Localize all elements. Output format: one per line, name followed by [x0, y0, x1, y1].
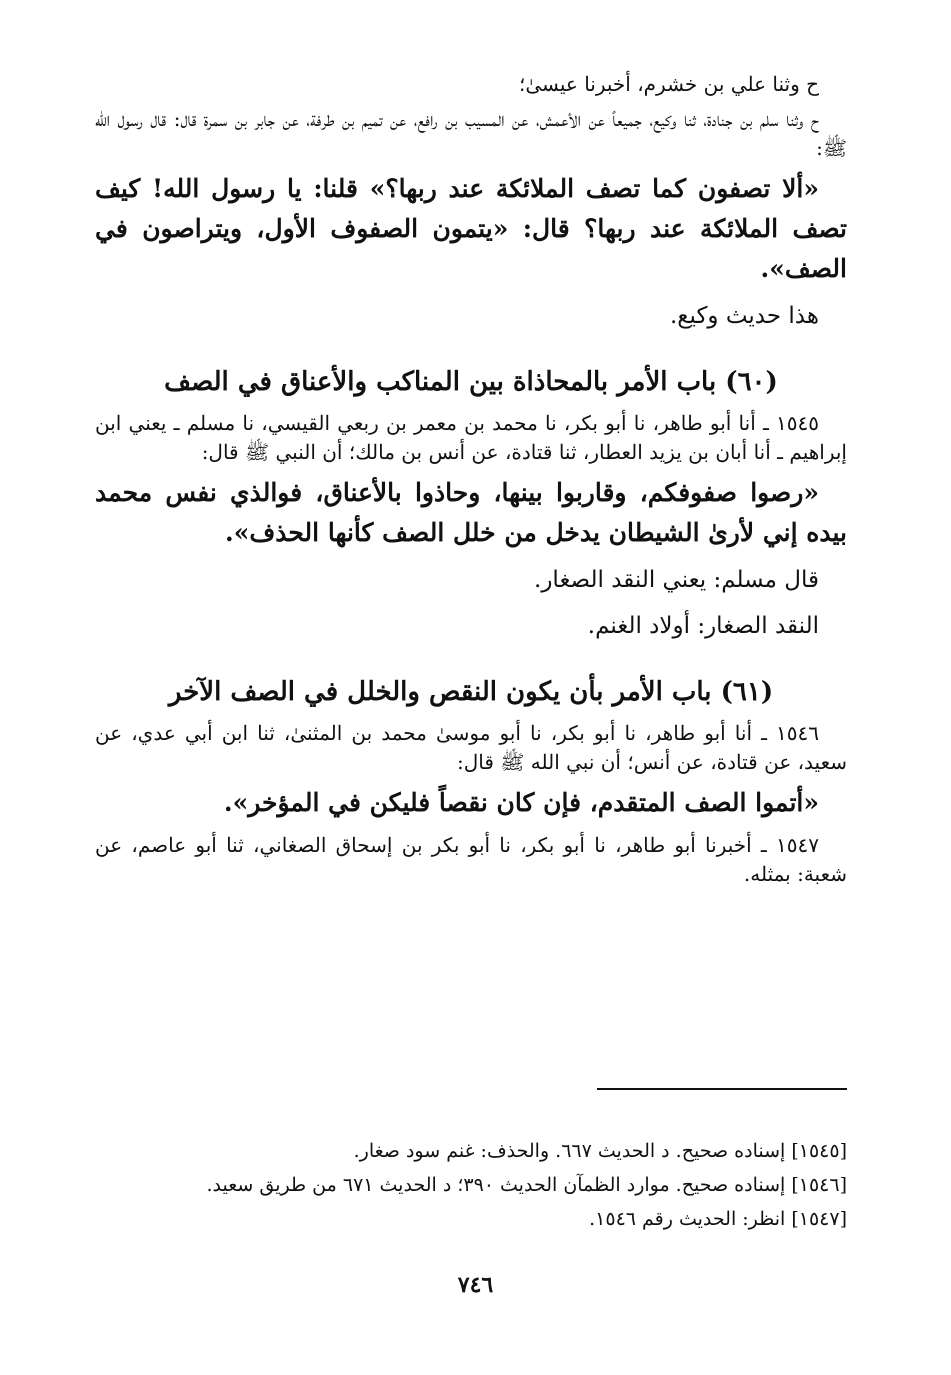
page-body: [95, 70, 847, 895]
footnote-divider: [597, 1088, 847, 1090]
chapter-heading-60: (٦٠) باب الأمر بالمحاذاة بين المناكب والأعناق في الصف: [164, 367, 778, 397]
isnad-line-2: ح وثنا سلم بن جنادة، ثنا وكيع، جميعاً عن الأعمش، عن المسيب بن رافع، عن تميم بن طرفة، عن جابر بن سمرة قال: قال رسول الله ﷺ:: [95, 107, 847, 160]
footnote-1546: [١٥٤٦] إسناده صحيح. موارد الظمآن الحديث ٣٩٠؛ د الحديث ٦٧١ من طريق سعيد.: [206, 1174, 847, 1196]
note-naqad: النقد الصغار: أولاد الغنم.: [587, 613, 819, 639]
isnad-line-1: ح وثنا علي بن خشرم، أخبرنا عيسىٰ؛: [519, 72, 819, 96]
hadith-text-1545: «رصوا صفوفكم، وقاربوا بينها، وحاذوا بالأعناق، فوالذي نفس محمد بيده إني لأرىٰ الشيطان يدخل من خلل الصف كأنها الحذف».: [95, 478, 847, 547]
footnote-1545: [١٥٤٥] إسناده صحيح. د الحديث ٦٦٧. والحذف: غنم سود صغار.: [353, 1140, 847, 1162]
note-muslim: قال مسلم: يعني النقد الصغار.: [534, 567, 819, 593]
hadith-text-1: «ألا تصفون كما تصف الملائكة عند ربها؟» قلنا: يا رسول الله! كيف تصف الملائكة عند ربها؟ قال: «يتمون الصفوف الأول، ويتراصون في الصف».: [95, 174, 847, 283]
footnote-1547: [١٥٤٧] انظر: الحديث رقم ١٥٤٦.: [589, 1208, 847, 1230]
page-number: ٧٤٦: [457, 1272, 494, 1298]
hadith-text-1546: «أتموا الصف المتقدم، فإن كان نقصاً فليكن في المؤخر».: [223, 788, 819, 817]
isnad-1547: ١٥٤٧ ـ أخبرنا أبو طاهر، نا أبو بكر، نا أبو بكر بن إسحاق الصغاني، ثنا أبو عاصم، عن شعبة: بمثله.: [95, 833, 847, 886]
footnotes: [95, 1134, 847, 1236]
isnad-1546: ١٥٤٦ ـ أنا أبو طاهر، نا أبو بكر، نا أبو موسىٰ محمد بن المثنىٰ، ثنا ابن أبي عدي، عن سعيد، عن قتادة، عن أنس؛ أن نبي الله ﷺ قال:: [95, 721, 847, 774]
note-wakee: هذا حديث وكيع.: [669, 303, 819, 329]
chapter-heading-61: (٦١) باب الأمر بأن يكون النقص والخلل في الصف الآخر: [168, 677, 774, 707]
isnad-1545: ١٥٤٥ ـ أنا أبو طاهر، نا أبو بكر، نا محمد بن معمر بن ربعي القيسي، نا مسلم ـ يعني ابن إبراهيم ـ أنا أبان بن يزيد العطار، ثنا قتادة، عن أنس بن مالك؛ أن النبي ﷺ قال:: [95, 411, 847, 464]
